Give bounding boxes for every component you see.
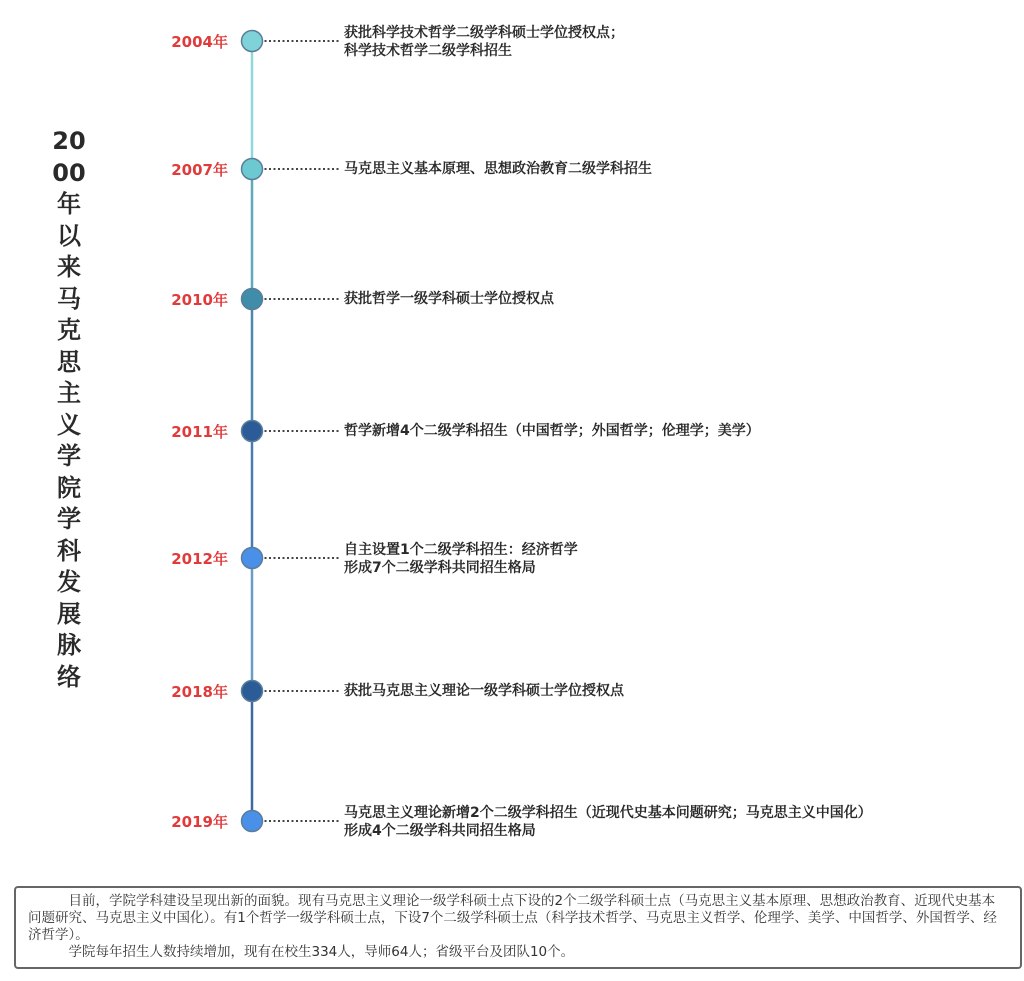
milestone-description [344,541,578,577]
milestone-line: 自主设置1个二级学科招生：经济哲学 [344,542,578,558]
milestone-node [242,289,263,310]
summary-box [14,886,1022,969]
milestone-year: 2011年 [171,423,228,441]
milestone-line: 获批哲学一级学科硕士学位授权点 [344,291,554,307]
title-char: 年 [57,190,81,218]
milestone-node [242,31,263,52]
milestone-description [344,160,652,178]
title-char: 发 [57,568,81,596]
milestone-description [344,804,872,840]
milestone-year: 2004年 [171,33,228,51]
milestone-description [344,682,624,700]
milestone-line: 形成7个二级学科共同招生格局 [344,560,536,576]
title-char: 学 [57,505,81,533]
title-char: 以 [57,221,81,250]
milestone-line: 获批马克思主义理论一级学科硕士学位授权点 [344,683,624,699]
title-char: 义 [57,410,81,439]
milestone-node [242,681,263,702]
milestone-description [344,24,624,60]
milestone-node [242,421,263,442]
milestone-line: 科学技术哲学二级学科招生 [344,43,512,59]
milestone-description [344,422,760,440]
title-char: 学 [57,442,81,470]
milestone-line: 形成4个二级学科共同招生格局 [344,823,536,839]
milestone-line: 马克思主义理论新增2个二级学科招生（近现代史基本问题研究；马克思主义中国化） [344,805,872,821]
milestone-node [242,159,263,180]
milestone-line: 获批科学技术哲学二级学科硕士学位授权点； [344,25,624,41]
milestone-node [242,811,263,832]
title-char: 络 [57,662,81,691]
title-char: 克 [57,316,81,344]
milestone-node [242,548,263,569]
milestone-year: 2010年 [171,291,228,309]
title-char: 科 [57,536,81,565]
summary-paragraph-2: 学院每年招生人数持续增加，现有在校生334人，导师64人；省级平台及团队10个。 [68,944,575,960]
title-char: 主 [57,379,81,407]
title-char: 来 [57,253,81,281]
title-char: 思 [57,347,81,376]
title-char: 马 [57,284,81,313]
milestone-year: 2018年 [171,683,228,701]
milestone-year: 2012年 [171,550,228,568]
title-char: 20 [52,127,86,155]
milestone-description [344,290,554,308]
milestone-year: 2007年 [171,161,228,179]
summary-paragraph-1: 目前，学院学科建设呈现出新的面貌。现有马克思主义理论一级学科硕士点下设的2个二级学科硕士点（马克思主义基本原理、思想政治教育、近现代史基本问题研究、马克思主义中国化）。有1个哲学一级学科硕士点，下设7个二级学科硕士点（科学技术哲学、马克思主义哲学、伦理学、美学、中国哲学、外国哲学、经济哲学）。 [28,893,997,943]
title-char: 院 [57,473,81,502]
title-char: 展 [57,599,81,628]
milestone-line: 马克思主义基本原理、思想政治教育二级学科招生 [344,161,652,177]
title-char: 脉 [57,631,81,659]
milestone-line: 哲学新增4个二级学科招生（中国哲学；外国哲学；伦理学；美学） [344,423,760,439]
title-char: 00 [52,158,86,187]
milestone-year: 2019年 [171,813,228,831]
